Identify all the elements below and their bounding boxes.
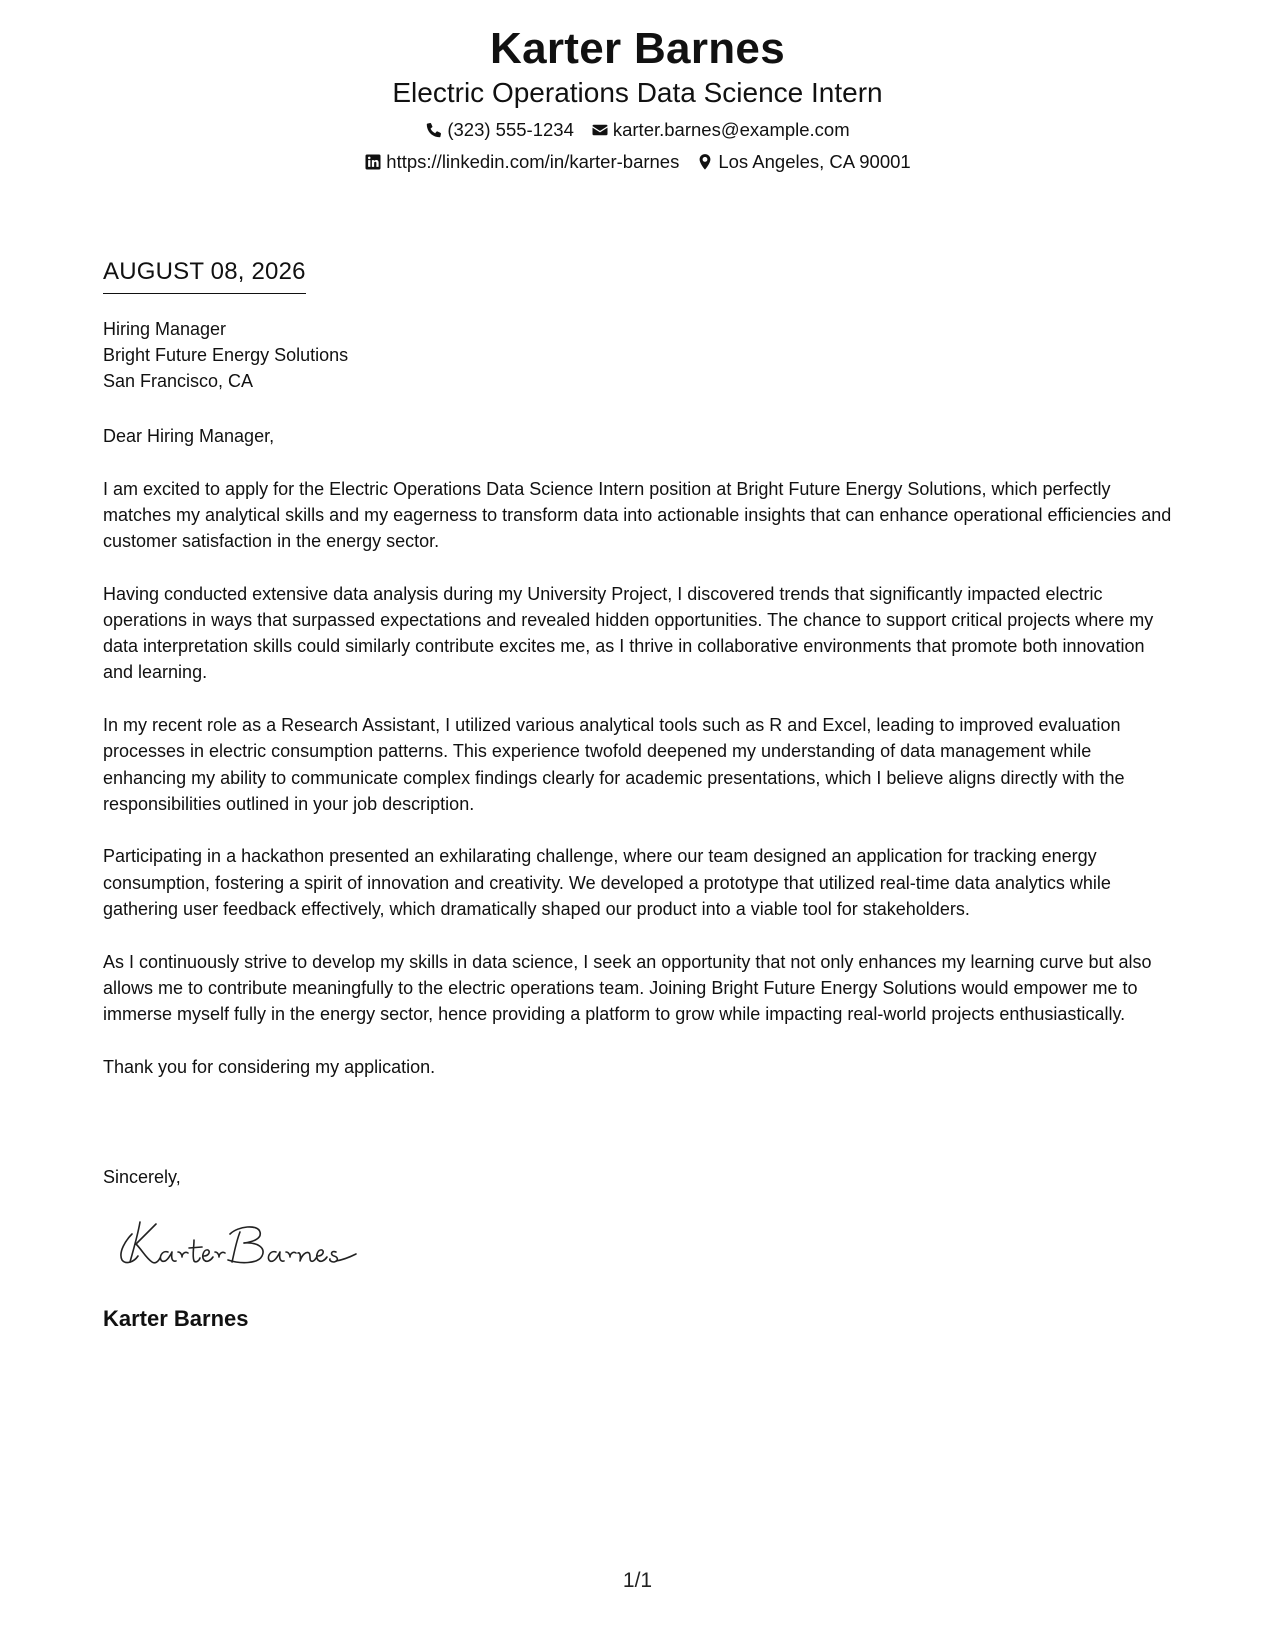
recipient-block: [103, 316, 348, 394]
recipient-line-2: Bright Future Energy Solutions: [103, 345, 349, 365]
location-text: Los Angeles, CA 90001: [718, 151, 911, 172]
paragraph-4: Participating in a hackathon presented an exhilarating challenge, where our team designed an application for tracking energy consumption, fostering a spirit of innovation and creativity. We developed a prototype that utilized real-time data analytics while gathering user feedback effectively, which dramatically shaped our product into a viable tool for stakeholders.: [103, 846, 1111, 919]
linkedin-text: https://linkedin.com/in/karter-barnes: [386, 151, 680, 172]
phone-icon: [425, 121, 443, 139]
page-number: 1/1: [622, 1569, 653, 1592]
recipient-line-3: San Francisco, CA: [103, 371, 254, 391]
phone-text: (323) 555-1234: [447, 119, 574, 140]
applicant-name: Karter Barnes: [490, 24, 785, 73]
paragraph-5: As I continuously strive to develop my skills in data science, I seek an opportunity that not only enhances my learning curve but also allows me to contribute meaningfully to the electric operations team. Joining Bright Future Energy Solutions would empower me to immerse myself fully in the energy sector, hence providing a platform to grow while impacting real-world projects enthusiastically.: [103, 951, 1152, 1024]
contact-row-primary: [0, 118, 1275, 142]
paragraph-2: Having conducted extensive data analysis during my University Project, I discovered trends that significantly impacted electric operations in ways that surpassed expectations and revealed hidden opportunities. The chance to support critical projects where my data interpretation skills could similarly contribute excites me, as I thrive in collaborative environments that promote both innovation and learning.: [103, 583, 1154, 683]
envelope-icon: [591, 121, 609, 139]
phone-contact: [425, 118, 574, 142]
contact-row-secondary: [0, 150, 1275, 174]
linkedin-contact: [364, 150, 679, 174]
letter-date: AUGUST 08, 2026: [103, 257, 306, 294]
letter-body: [103, 423, 1173, 1106]
linkedin-icon: [364, 153, 382, 171]
date-block: [103, 257, 306, 294]
salutation: Dear Hiring Manager,: [103, 426, 275, 446]
signer-name: Karter Barnes: [103, 1306, 249, 1331]
email-contact: [591, 118, 850, 142]
map-pin-icon: [696, 153, 714, 171]
handwritten-signature: [112, 1212, 362, 1272]
paragraph-1: I am excited to apply for the Electric Operations Data Science Intern position at Bright Future Energy Solutions, which perfectly matches my analytical skills and my eagerness to transform data into actionable insights that can enhance operational efficiencies and customer satisfaction in the energy sector.: [103, 478, 1172, 552]
applicant-title: Electric Operations Data Science Intern: [392, 77, 883, 108]
recipient-line-1: Hiring Manager: [103, 319, 227, 339]
location-contact: [696, 150, 910, 174]
paragraph-3: In my recent role as a Research Assistant, I utilized various analytical tools such as R and Excel, leading to improved evaluation processes in electric consumption patterns. This experience twofold deepened my understanding of data management while enhancing my ability to communicate complex findings clearly for academic presentations, which I believe aligns directly with the responsibilities outlined in your job description.: [103, 715, 1125, 814]
closing: Sincerely,: [103, 1167, 181, 1187]
letter-header: [0, 22, 1275, 174]
email-text: karter.barnes@example.com: [612, 119, 850, 140]
signature-drawing: [112, 1212, 362, 1272]
thank-you-line: Thank you for considering my application.: [103, 1056, 436, 1077]
